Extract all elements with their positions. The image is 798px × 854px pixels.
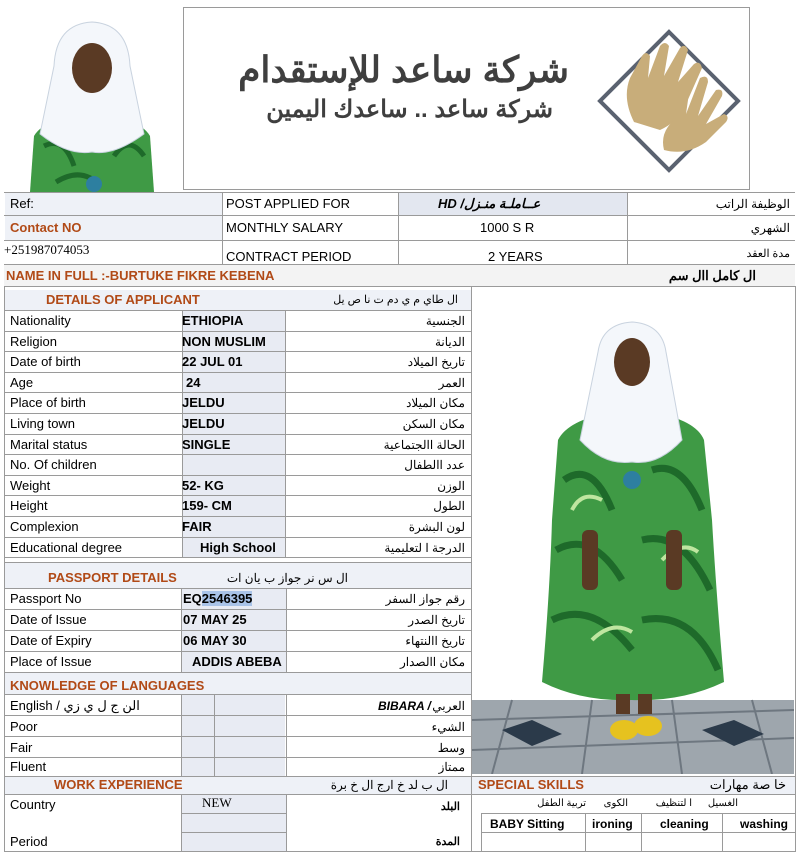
fair-arabic: وسط xyxy=(437,741,465,755)
full-body-photo xyxy=(472,290,794,774)
salary-value: 1000 S R xyxy=(480,220,535,235)
skill-ironing: ironing xyxy=(592,817,633,831)
details-value: 159- CM xyxy=(182,498,232,513)
skill-arabic-babysitting: تربية الطفل xyxy=(537,798,586,809)
hands-logo-icon xyxy=(594,26,744,176)
phone-number: +251987074053 xyxy=(4,242,90,257)
country-arabic: البلد xyxy=(440,801,460,813)
english-label: English / الن ج ل ي زي xyxy=(10,698,140,713)
work-title-arabic: ال ب لد خ ارج ال خ برة xyxy=(330,778,448,792)
details-arabic: عدد االطفال xyxy=(404,458,465,472)
contact-label: Contact NO xyxy=(10,220,82,235)
contract-label: CONTRACT PERIOD xyxy=(226,249,352,264)
expiry-date-arabic: تاريخ االنتهاء xyxy=(405,634,465,648)
skill-arabic-washing: الغسيل xyxy=(707,798,738,809)
details-value: SINGLE xyxy=(182,437,231,452)
details-arabic: لون البشرة xyxy=(408,520,465,534)
languages-title: KNOWLEDGE OF LANGUAGES xyxy=(10,678,205,693)
passport-no-label: Passport No xyxy=(10,591,82,606)
period-label: Period xyxy=(10,834,48,849)
details-label: Weight xyxy=(10,478,51,493)
details-arabic: الطول xyxy=(433,499,465,513)
details-value: High School xyxy=(200,540,276,555)
issue-date-value: 07 MAY 25 xyxy=(183,612,247,627)
details-arabic: مكان السكن xyxy=(402,417,465,431)
details-row xyxy=(4,352,471,373)
details-value: FAIR xyxy=(182,519,212,534)
details-label: Height xyxy=(10,498,48,513)
details-row xyxy=(4,476,471,496)
details-label: Place of birth xyxy=(10,395,86,410)
fluent-label: Fluent xyxy=(10,759,47,774)
details-label: Date of birth xyxy=(10,354,81,369)
expiry-date-value: 06 MAY 30 xyxy=(183,633,247,648)
fair-label: Fair xyxy=(10,740,33,755)
details-row xyxy=(4,311,471,332)
place-of-issue-value: ADDIS ABEBA xyxy=(192,654,282,669)
details-arabic: الجنسية xyxy=(425,314,465,328)
skill-washing: washing xyxy=(740,817,789,831)
skills-title: SPECIAL SKILLS xyxy=(478,777,584,792)
details-value: 52- KG xyxy=(182,478,224,493)
expiry-date-label: Date of Expiry xyxy=(10,633,92,648)
poor-arabic: الشيء xyxy=(431,720,465,734)
passport-title: PASSPORT DETAILS xyxy=(48,570,177,585)
contract-value: 2 YEARS xyxy=(488,249,543,264)
details-label: Living town xyxy=(10,416,76,431)
details-row xyxy=(4,517,471,538)
details-row xyxy=(4,435,471,455)
arabic-label: العربي xyxy=(432,699,465,713)
details-title: DETAILS OF APPLICANT xyxy=(46,292,200,307)
details-value: 22 JUL 01 xyxy=(182,354,243,369)
company-name-arabic: شركة ساعد للإستقدام xyxy=(238,49,569,90)
fluent-arabic: ممتاز xyxy=(438,760,465,774)
details-row xyxy=(4,393,471,414)
skill-baby-sitting: BABY Sitting xyxy=(490,817,565,831)
salary-arabic: الشهري xyxy=(750,221,790,235)
details-label: Nationality xyxy=(10,313,71,328)
details-row xyxy=(4,332,471,352)
issue-date-label: Date of Issue xyxy=(10,612,87,627)
details-row xyxy=(4,455,471,476)
details-value: 24 xyxy=(186,375,201,390)
details-row xyxy=(4,414,471,435)
details-arabic: مكان الميلاد xyxy=(406,396,465,410)
passport-no-value: EQ2546395 xyxy=(183,591,253,606)
post-arabic: الوظيفة الراتب xyxy=(715,197,790,211)
poor-label: Poor xyxy=(10,719,38,734)
details-value: JELDU xyxy=(182,395,225,410)
skill-arabic-ironing: الكوى xyxy=(603,798,628,809)
company-tagline-arabic: شركة ساعد .. ساعدك اليمين xyxy=(266,96,553,123)
skills-title-arabic: خا صة مهارات xyxy=(709,777,786,792)
details-row xyxy=(4,496,471,517)
place-of-issue-arabic: مكان االصدار xyxy=(399,655,465,669)
country-label: Country xyxy=(10,797,56,812)
details-value: JELDU xyxy=(182,416,225,431)
skill-cleaning: cleaning xyxy=(660,817,709,831)
skill-arabic-cleaning: ا لتنظيف xyxy=(655,798,692,809)
details-label: Religion xyxy=(10,334,57,349)
details-arabic: الوزن xyxy=(437,479,465,493)
place-of-issue-label: Place of Issue xyxy=(10,654,92,669)
details-value: NON MUSLIM xyxy=(182,334,266,349)
details-label: Marital status xyxy=(10,437,88,452)
details-label: No. Of children xyxy=(10,457,97,472)
period-arabic: المدة xyxy=(435,836,460,848)
details-row xyxy=(4,373,471,393)
contract-arabic: مدة العقد xyxy=(746,248,790,260)
details-value: ETHIOPIA xyxy=(182,313,244,328)
details-arabic: العمر xyxy=(438,376,465,390)
post-applied-label: POST APPLIED FOR xyxy=(226,196,351,211)
details-title-arabic: ال طاي م ي دم ت نا ص يل xyxy=(333,294,458,306)
details-arabic: تاريخ الميلاد xyxy=(407,355,465,369)
ref-label: Ref: xyxy=(10,196,34,211)
details-arabic: الديانة xyxy=(434,335,465,349)
passport-title-arabic: ال س نر جواز ب يان ات xyxy=(226,571,348,585)
company-banner xyxy=(183,7,750,190)
passport-no-arabic: رقم جواز السفر xyxy=(385,592,465,606)
details-row xyxy=(4,538,471,558)
full-name: NAME IN FULL :-BURTUKE FIKRE KEBENA xyxy=(6,268,275,283)
details-label: Complexion xyxy=(10,519,79,534)
salary-label: MONTHLY SALARY xyxy=(226,220,344,235)
details-arabic: الدرجة ا لتعليمية xyxy=(384,541,465,555)
passport-photo-small xyxy=(4,6,180,192)
full-name-arabic: ال كامل اال سم xyxy=(668,268,756,283)
country-value: NEW xyxy=(202,795,232,810)
post-value: عــاملـة منـزل/ HD xyxy=(438,196,541,211)
details-label: Educational degree xyxy=(10,540,123,555)
details-label: Age xyxy=(10,375,34,390)
details-arabic: الحالة االجتماعية xyxy=(383,438,465,452)
work-title: WORK EXPERIENCE xyxy=(54,777,183,792)
issue-date-arabic: تاريخ الصدر xyxy=(408,613,465,627)
arabic-level-value: BIBARA / xyxy=(378,699,431,713)
